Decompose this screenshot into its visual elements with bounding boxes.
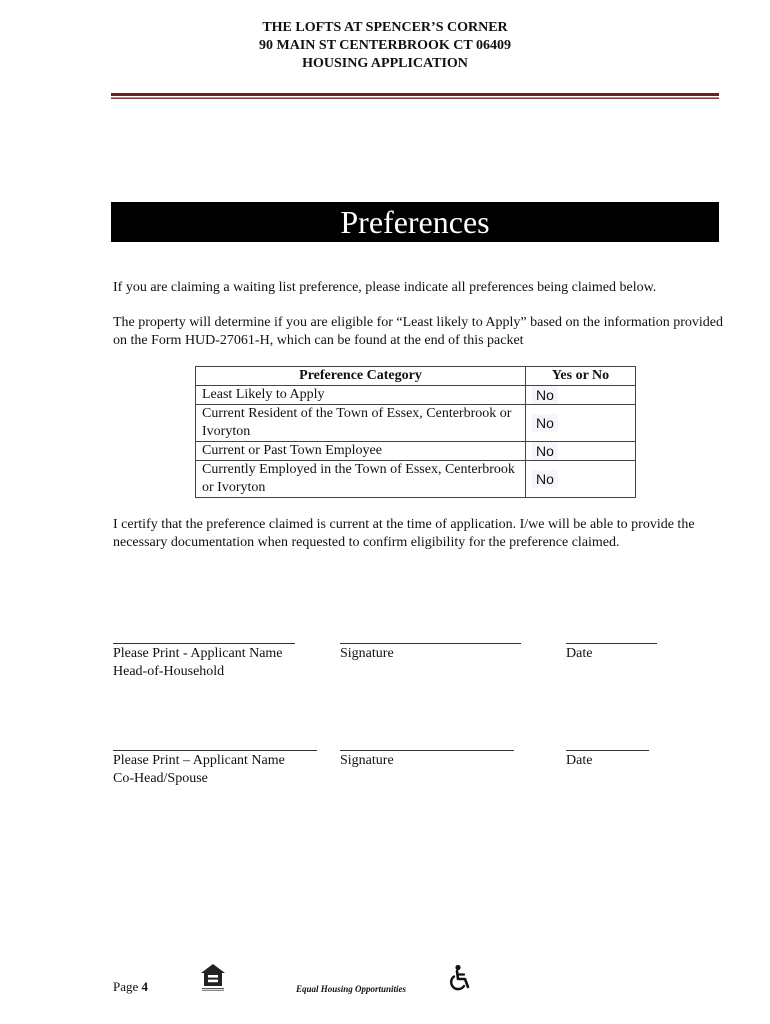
document-header	[0, 19, 770, 73]
page-number-value: 4	[141, 979, 149, 994]
answer-value: No	[532, 386, 558, 404]
co-date-line[interactable]	[566, 750, 649, 751]
name-role-text: Head-of-Household	[113, 664, 225, 679]
table-row	[196, 461, 636, 498]
property-name: THE LOFTS AT SPENCER’S CORNER	[262, 20, 508, 35]
table-row	[196, 442, 636, 461]
certification-paragraph: I certify that the preference claimed is current at the time of application. I/we will be able to provide the necessary documentation when requested to confirm eligibility for the preference claimed.	[113, 517, 695, 550]
name-label-text: Please Print – Applicant Name	[113, 753, 285, 768]
signature-line[interactable]	[340, 643, 521, 644]
column-header-category: Preference Category	[196, 367, 526, 386]
date-label: Date	[566, 646, 593, 661]
name-role-text: Co-Head/Spouse	[113, 771, 208, 786]
preference-answer-field[interactable]	[526, 442, 636, 461]
table-row	[196, 386, 636, 405]
table-row	[196, 405, 636, 442]
answer-value: No	[532, 414, 558, 432]
name-label-text: Please Print - Applicant Name	[113, 646, 283, 661]
preference-category: Current or Past Town Employee	[196, 442, 526, 461]
page-prefix: Page	[113, 979, 142, 994]
equal-housing-icon	[199, 962, 227, 992]
co-applicant-name-label	[113, 752, 285, 788]
equal-housing-text: Equal Housing Opportunities	[296, 984, 407, 994]
header-divider	[111, 93, 719, 99]
preference-category: Current Resident of the Town of Essex, Centerbrook or Ivoryton	[196, 405, 526, 442]
eligibility-paragraph: The property will determine if you are eligible for “Least likely to Apply” based on the information provided on the Form HUD-27061-H, which can be found at the end of this packet	[113, 315, 723, 348]
wheelchair-accessible-icon	[447, 964, 473, 992]
co-signature-line[interactable]	[340, 750, 514, 751]
date-line[interactable]	[566, 643, 657, 644]
preference-answer-field[interactable]	[526, 405, 636, 442]
co-applicant-name-line[interactable]	[113, 750, 317, 751]
preference-category: Currently Employed in the Town of Essex, Centerbrook or Ivoryton	[196, 461, 526, 498]
property-address: 90 MAIN ST CENTERBROOK CT 06409	[259, 38, 511, 53]
preference-answer-field[interactable]	[526, 461, 636, 498]
co-signature-label: Signature	[340, 753, 394, 768]
section-banner: Preferences	[111, 202, 719, 242]
applicant-name-label	[113, 645, 283, 681]
column-header-answer: Yes or No	[526, 367, 636, 386]
answer-value: No	[532, 470, 558, 488]
document-title: HOUSING APPLICATION	[302, 56, 468, 71]
table-header-row	[196, 367, 636, 386]
preference-table	[195, 366, 636, 498]
intro-paragraph: If you are claiming a waiting list preference, please indicate all preferences being claimed below.	[113, 280, 657, 295]
applicant-name-line[interactable]	[113, 643, 295, 644]
preference-category: Least Likely to Apply	[196, 386, 526, 405]
answer-value: No	[532, 442, 558, 460]
signature-label: Signature	[340, 646, 394, 661]
page-number	[113, 979, 148, 995]
co-date-label: Date	[566, 753, 593, 768]
preference-answer-field[interactable]	[526, 386, 636, 405]
